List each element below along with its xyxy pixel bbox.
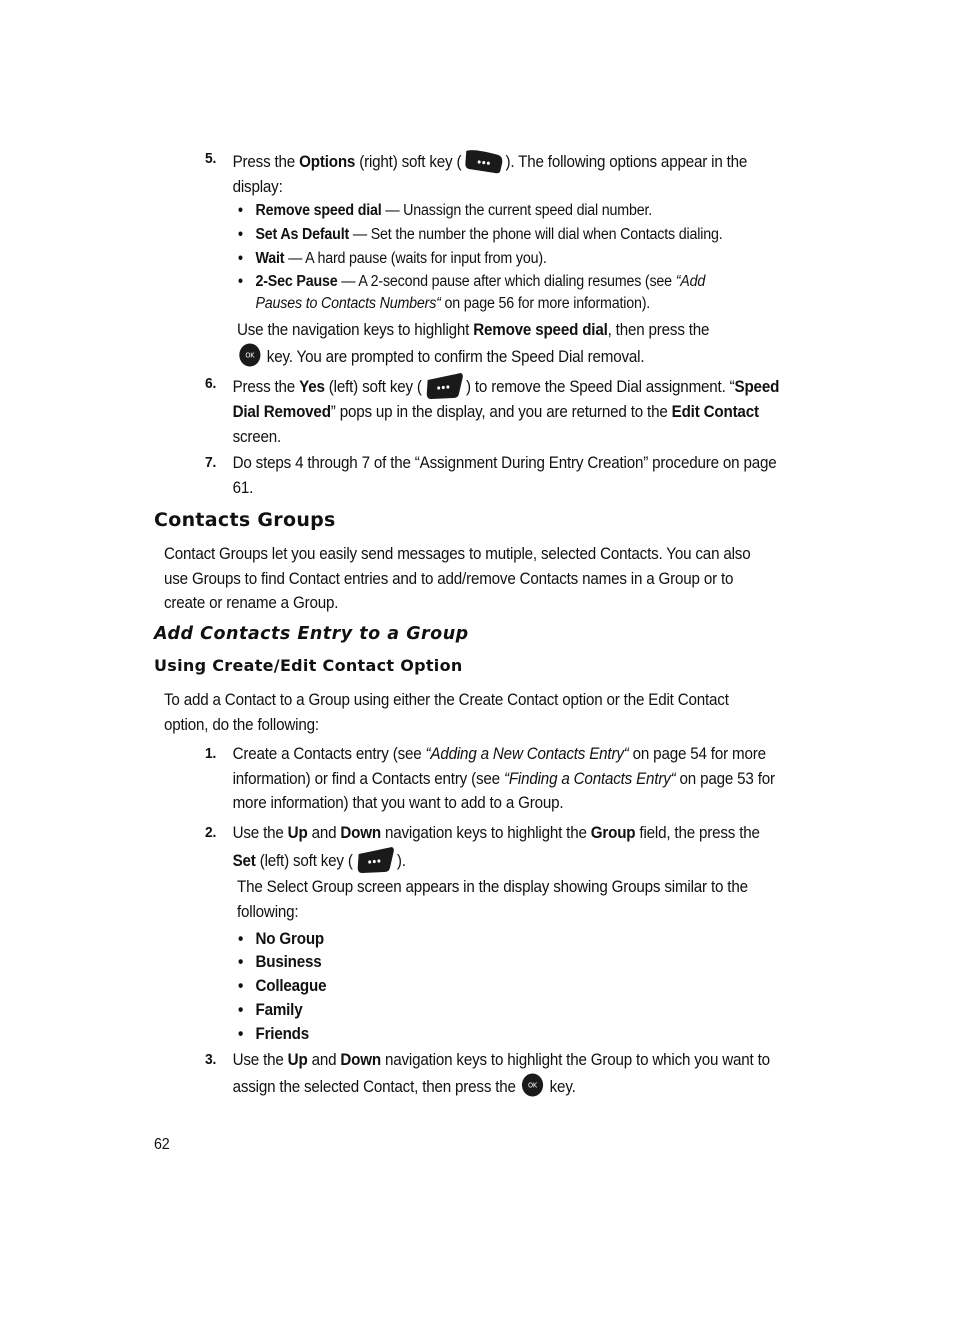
svg-text:OK: OK (528, 1080, 538, 1090)
cross-reference-link[interactable]: “Finding a Contacts Entry“ (503, 769, 676, 788)
step-7-text: Do steps 4 through 7 of the “Assignment During Entry Creation” procedure on page 61. (232, 454, 777, 497)
left-soft-key-icon (355, 846, 395, 874)
contacts-groups-paragraph: Contact Groups let you easily send messages to mutiple, selected Contacts. You can also use Groups to find Contact entries and to add/remove Contacts names in a Group or to create or rename a Group. (164, 545, 751, 612)
procedure-intro: To add a Contact to a Group using either the Create Contact option or the Edit Contact option, do the following: (164, 691, 729, 734)
step-number: 1. (205, 745, 217, 762)
options-label: Options (299, 153, 356, 171)
step-5-text: Press the Options (right) soft key ( ). The following options appear in the display: (233, 147, 780, 200)
page-number: 62 (154, 1136, 170, 1153)
step-number: 2. (205, 824, 217, 841)
step-5-followup: Use the navigation keys to highlight Remove speed dial, then press the OK key. You are prompted to confirm the Speed Dial removal. (237, 321, 710, 366)
right-soft-key-icon (463, 147, 503, 175)
group-step-1-text: Create a Contacts entry (see “Adding a New Contacts Entry“ on page 54 for more information) or find a Contacts entry (see “Finding a Contacts Entry“ on page 53 for more information) that you want to add to a Group. (232, 745, 775, 812)
step-number: 3. (205, 1051, 217, 1068)
section-heading: Contacts Groups (154, 509, 336, 531)
group-step-3-text: Use the Up and Down navigation keys to highlight the Group to which you want to assign the selected Contact, then press the OK key. (232, 1051, 770, 1096)
ok-key-icon (239, 343, 261, 367)
ok-key-icon (522, 1073, 544, 1097)
step-6-text: Press the Yes (left) soft key ( ) to remove the Speed Dial assignment. “Speed Dial Removed” pops up in the display, and you are returned to the Edit Contact screen. (233, 372, 780, 449)
step-number: 6. (205, 375, 217, 392)
step-number: 7. (205, 454, 217, 471)
group-step-2-followup: The Select Group screen appears in the display showing Groups similar to the following: (237, 878, 748, 921)
procedure-heading: Using Create/Edit Contact Option (154, 656, 463, 675)
cross-reference-link[interactable]: “Add Pauses to Contacts Numbers“ (255, 273, 706, 312)
cross-reference-link[interactable]: “Adding a New Contacts Entry“ (425, 745, 629, 763)
left-soft-key-icon (424, 372, 464, 400)
subsection-heading: Add Contacts Entry to a Group (154, 624, 469, 644)
step-number: 5. (205, 150, 217, 167)
group-step-2-text: Use the Up and Down navigation keys to highlight the Group field, the press the Set (left) soft key ( ). (233, 821, 780, 874)
svg-text:OK: OK (245, 350, 255, 360)
